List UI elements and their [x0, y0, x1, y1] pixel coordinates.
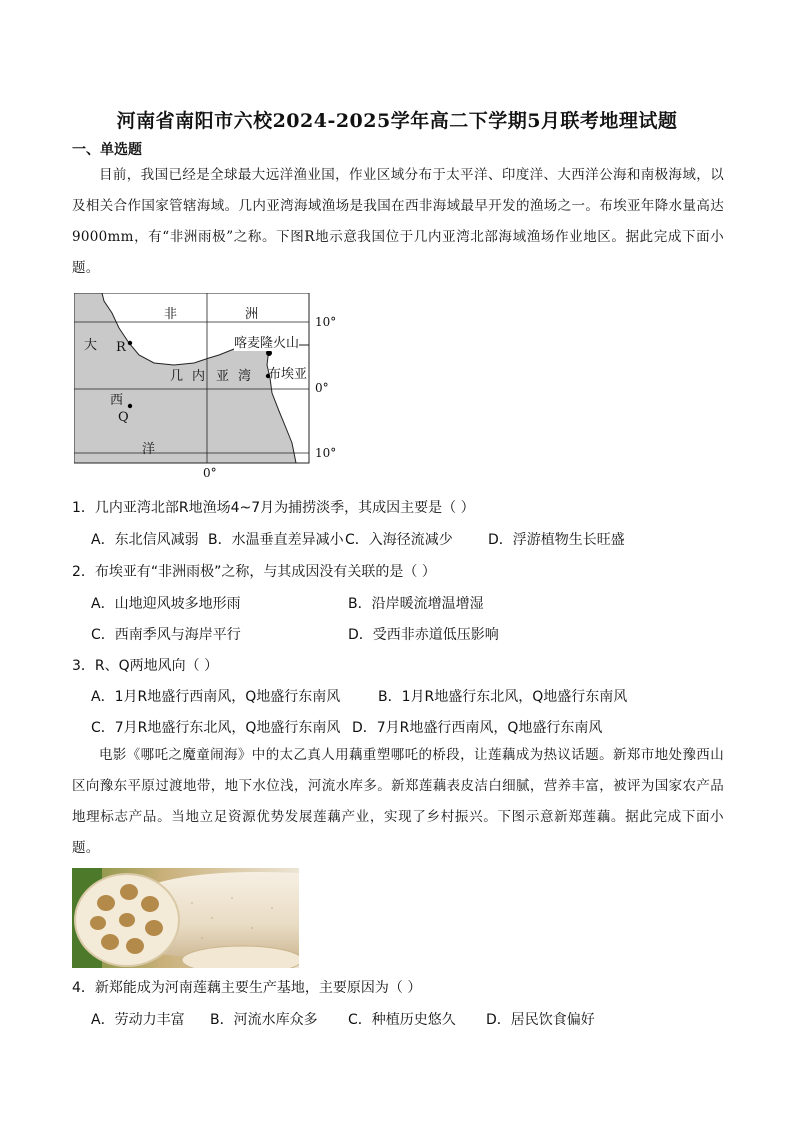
map-label-da: 大	[84, 338, 98, 353]
map-label-zhou: 洲	[245, 307, 259, 322]
q3-option-d: D．7月R地盛行西南风，Q地盛行东南风	[352, 720, 603, 736]
passage-1-text: 目前，我国已经是全球最大远洋渔业国，作业区域分布于太平洋、印度洋、大西洋公海和南极海域，以及相关合作国家管辖海域。几内亚湾海域渔场是我国在西非海域最早开发的渔场之一。布埃亚年降水量高达9000mm，有“非洲雨极”之称。下图R地示意我国位于几内亚湾北部海域渔场作业地区。据此完成下面小题。	[72, 167, 724, 276]
q4-option-c: C．种植历史悠久	[348, 1012, 456, 1028]
q3-option-b: B．1月R地盛行东北风，Q地盛行东南风	[378, 689, 628, 705]
map-label-ji: 几	[170, 369, 184, 384]
q3-option-c: C．7月R地盛行东北风，Q地盛行东南风	[91, 720, 341, 736]
q4-option-d: D．居民饮食偏好	[486, 1012, 595, 1028]
map-label-fei: 非	[164, 307, 178, 322]
q3-option-a: A．1月R地盛行西南风，Q地盛行东南风	[91, 689, 341, 705]
question-3-stem: 3．R、Q两地风向（ ）	[72, 658, 219, 674]
passage-1	[72, 160, 724, 284]
q2-option-b: B．沿岸暖流增温增湿	[348, 596, 484, 612]
coord-lon-0: 0°	[203, 466, 217, 480]
q1-option-a: A．东北信风减弱	[91, 532, 199, 548]
page-title: 河南省南阳市六校2024-2025学年高二下学期5月联考地理试题	[116, 110, 678, 132]
map-label-nei: 内	[192, 369, 206, 384]
lotus-root-image	[72, 868, 299, 968]
coord-equator: 0°	[315, 381, 329, 395]
q2-option-d: D．受西非赤道低压影响	[348, 627, 499, 643]
map-label-buea: 布埃亚	[268, 367, 308, 382]
passage-2-text: 电影《哪吒之魔童闹海》中的太乙真人用藕重塑哪吒的桥段，让莲藕成为热议话题。新郑市地处豫西山区向豫东平原过渡地带，地下水位浅，河流水库多。新郑莲藕表皮洁白细腻，营养丰富，被评为国家农产品地理标志产品。当地立足资源优势发展莲藕产业，实现了乡村振兴。下图示意新郑莲藕。据此完成下面小题。	[72, 747, 724, 856]
q1-option-b: B．水温垂直差异减小	[208, 532, 344, 548]
question-1-stem: 1．几内亚湾北部R地渔场4~7月为捕捞淡季，其成因主要是（ ）	[72, 500, 475, 516]
q1-option-d: D．浮游植物生长旺盛	[488, 532, 625, 548]
map-label-ya: 亚	[216, 369, 230, 384]
q4-option-b: B．河流水库众多	[210, 1012, 318, 1028]
lotus-root-svg	[72, 868, 299, 968]
question-4-stem: 4．新郑能成为河南莲藕主要生产基地，主要原因为（ ）	[72, 980, 422, 996]
map-label-q: Q	[118, 410, 129, 425]
point-q	[128, 404, 132, 408]
map-figure	[74, 293, 344, 480]
section-heading: 一、单选题	[72, 142, 142, 158]
q2-option-a: A．山地迎风坡多地形雨	[91, 596, 241, 612]
q2-option-c: C．西南季风与海岸平行	[91, 627, 241, 643]
point-r	[128, 341, 132, 345]
question-2-stem: 2．布埃亚有“非洲雨极”之称，与其成因没有关联的是（ ）	[72, 564, 436, 580]
coord-10n: 10°	[315, 315, 337, 329]
coord-10s: 10°	[315, 446, 337, 460]
q4-option-a: A．劳动力丰富	[91, 1012, 185, 1028]
map-label-r: R	[116, 340, 126, 355]
map-label-yang: 洋	[142, 442, 156, 457]
map-label-cameroon-volcano: 喀麦隆火山	[234, 332, 299, 351]
map-label-xi: 西	[110, 393, 124, 408]
map-label-wan: 湾	[238, 369, 252, 384]
q1-option-c: C．入海径流减少	[345, 532, 453, 548]
passage-2	[72, 740, 724, 864]
